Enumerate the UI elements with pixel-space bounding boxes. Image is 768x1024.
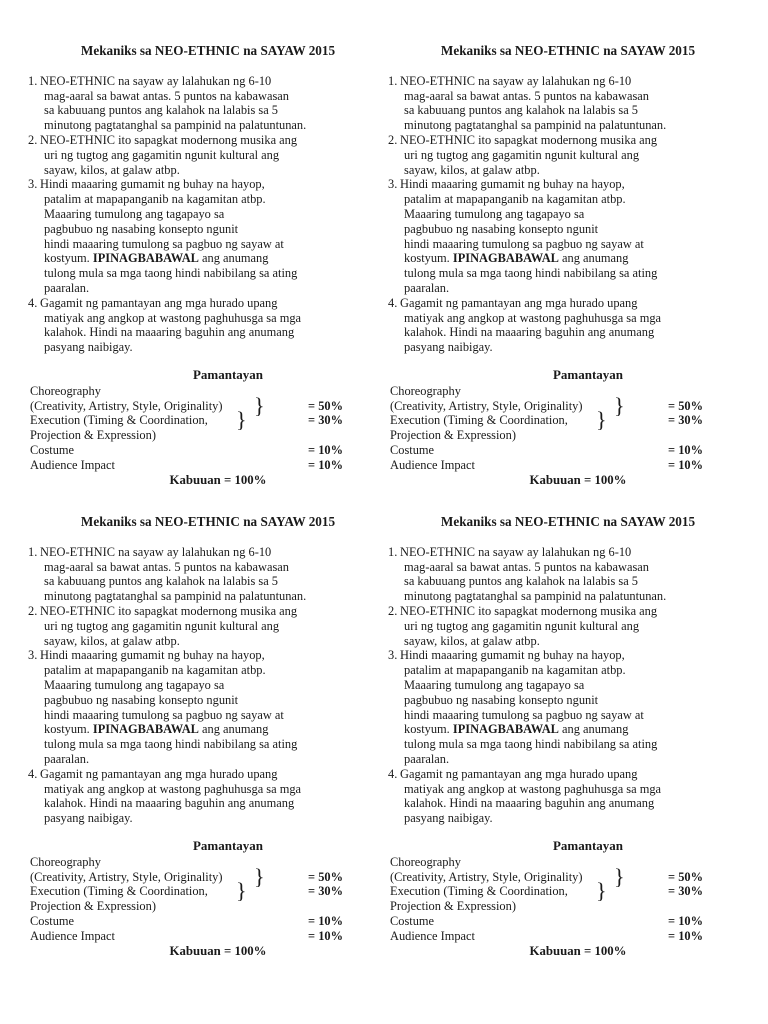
criteria-row — [28, 914, 388, 929]
rule-line: Maaaring tumulong ang tagapayo sa — [44, 677, 225, 692]
criteria-label: Projection & Expression) — [390, 899, 516, 914]
criteria-percent: = 30% — [308, 413, 343, 428]
rule-line — [40, 251, 388, 266]
criteria-label: Projection & Expression) — [30, 428, 156, 443]
rule-line: minutong pagtatanghal sa pampinid na palatuntunan. — [404, 118, 667, 133]
rule-line: matiyak ang angkop at wastong paghuhusga sa mga — [44, 781, 302, 796]
criteria-label: Costume — [30, 442, 75, 457]
rule-line: paaralan. — [404, 280, 450, 295]
criteria-label: Audience Impact — [30, 457, 115, 472]
prohibited-emphasis: IPINAGBABAWAL — [92, 251, 199, 266]
brace-icon: } — [596, 407, 607, 433]
rule-line: tulong mula sa mga taong hindi nabibilang sa ating — [44, 266, 298, 281]
rule-line: Hindi maaaring gumamit ng buhay na hayop, — [400, 177, 625, 192]
criteria-label: (Creativity, Artistry, Style, Originality) — [390, 869, 583, 884]
rule-item — [388, 296, 748, 355]
criteria-percent: = 50% — [308, 869, 343, 884]
rule-line: paaralan. — [44, 280, 90, 295]
criteria-row — [388, 392, 748, 418]
rule-line: pasyang naibigay. — [404, 811, 493, 826]
rule-item — [28, 133, 388, 177]
rule-number: 4. — [28, 295, 38, 310]
criteria-row — [388, 458, 748, 473]
rule-line: NEO-ETHNIC ito sapagkat modernong musika ang — [40, 603, 298, 618]
rule-item — [28, 296, 388, 355]
rule-line-text: ang anumang — [558, 251, 629, 266]
brace-icon: } — [254, 863, 265, 889]
criteria-row — [388, 428, 748, 443]
criteria-label: Choreography — [30, 383, 101, 398]
rule-number: 3. — [28, 648, 38, 663]
rule-line: Gagamit ng pamantayan ang mga hurado upang — [40, 766, 278, 781]
rule-item — [388, 74, 748, 133]
rule-item — [388, 133, 748, 177]
rule-line: Gagamit ng pamantayan ang mga hurado upang — [40, 295, 278, 310]
criteria-row — [28, 458, 388, 473]
rule-line: Maaaring tumulong ang tagapayo sa — [404, 206, 585, 221]
rule-line: matiyak ang angkop at wastong paghuhusga sa mga — [404, 781, 662, 796]
rule-line: NEO-ETHNIC na sayaw ay lalahukan ng 6-10 — [40, 73, 272, 88]
criteria-label: (Creativity, Artistry, Style, Originality) — [390, 398, 583, 413]
criteria-percent: = 10% — [308, 442, 343, 457]
criteria-row — [28, 929, 388, 944]
criteria-row — [388, 863, 748, 889]
rule-line: minutong pagtatanghal sa pampinid na palatuntunan. — [44, 118, 307, 133]
rule-line: tulong mula sa mga taong hindi nabibilang sa ating — [44, 737, 298, 752]
criteria-heading: Pamantayan — [552, 837, 624, 853]
rule-line-text: kostyum. — [44, 251, 93, 266]
criteria-label: Audience Impact — [30, 928, 115, 943]
criteria-row — [388, 443, 748, 458]
rule-line-text: kostyum. — [44, 722, 93, 737]
rule-line: uri ng tugtog ang gagamitin ngunit kultural ang — [44, 147, 280, 162]
rule-line: sayaw, kilos, at galaw atbp. — [404, 633, 540, 648]
rule-number: 1. — [388, 544, 398, 559]
criteria-row — [28, 899, 388, 914]
rule-number: 3. — [388, 177, 398, 192]
criteria-label: (Creativity, Artistry, Style, Originality) — [30, 398, 223, 413]
card-title: Mekaniks sa NEO-ETHNIC na SAYAW 2015 — [440, 43, 696, 58]
rule-line: NEO-ETHNIC ito sapagkat modernong musika ang — [400, 603, 658, 618]
rule-line: NEO-ETHNIC na sayaw ay lalahukan ng 6-10 — [400, 73, 632, 88]
rules-list — [28, 545, 388, 826]
criteria-row — [28, 863, 388, 889]
rule-item — [28, 74, 388, 133]
rule-item — [388, 177, 748, 295]
criteria-row — [28, 392, 388, 418]
criteria-heading: Pamantayan — [192, 837, 264, 853]
rule-line: Hindi maaaring gumamit ng buhay na hayop, — [400, 648, 625, 663]
rule-number: 2. — [388, 603, 398, 618]
rule-number: 4. — [388, 766, 398, 781]
rule-line: sayaw, kilos, at galaw atbp. — [404, 162, 540, 177]
criteria-percent: = 30% — [668, 884, 703, 899]
rule-line: pasyang naibigay. — [404, 340, 493, 355]
rule-number: 1. — [28, 73, 38, 88]
rule-number: 4. — [28, 766, 38, 781]
rule-line-text: ang anumang — [198, 722, 269, 737]
criteria-percent: = 10% — [668, 457, 703, 472]
criteria-percent: = 30% — [308, 884, 343, 899]
criteria-row — [388, 407, 748, 433]
criteria-label: Costume — [390, 442, 435, 457]
rule-line: kalahok. Hindi na maaaring baguhin ang anumang — [44, 796, 295, 811]
rules-list — [388, 545, 748, 826]
mechanics-card — [28, 515, 388, 995]
rule-line: NEO-ETHNIC ito sapagkat modernong musika ang — [40, 132, 298, 147]
criteria-row — [28, 407, 388, 433]
rule-line: matiyak ang angkop at wastong paghuhusga sa mga — [44, 310, 302, 325]
criteria-row — [388, 878, 748, 904]
rule-line — [40, 722, 388, 737]
mechanics-card — [388, 44, 748, 524]
criteria-label: Projection & Expression) — [30, 899, 156, 914]
rule-line: uri ng tugtog ang gagamitin ngunit kultural ang — [404, 147, 640, 162]
criteria-percent: = 10% — [668, 442, 703, 457]
criteria-percent: = 50% — [668, 869, 703, 884]
rule-line: NEO-ETHNIC na sayaw ay lalahukan ng 6-10 — [40, 544, 272, 559]
total-score: Kabuuan = 100% — [169, 943, 267, 958]
criteria-label: Audience Impact — [390, 928, 475, 943]
brace-icon: } — [236, 407, 247, 433]
rule-line: paaralan. — [44, 751, 90, 766]
criteria-heading: Pamantayan — [192, 366, 264, 382]
criteria-row — [28, 855, 388, 870]
prohibited-emphasis: IPINAGBABAWAL — [452, 251, 559, 266]
criteria-label: Choreography — [390, 854, 461, 869]
rule-line: kalahok. Hindi na maaaring baguhin ang anumang — [404, 796, 655, 811]
rule-line: tulong mula sa mga taong hindi nabibilang sa ating — [404, 737, 658, 752]
rule-line: pagbubuo ng nasabing konsepto ngunit — [404, 692, 599, 707]
rule-item — [28, 177, 388, 295]
rule-number: 4. — [388, 295, 398, 310]
rule-line-text: ang anumang — [558, 722, 629, 737]
criteria-label: Costume — [390, 913, 435, 928]
criteria-row — [28, 443, 388, 458]
rule-line: pagbubuo ng nasabing konsepto ngunit — [44, 221, 239, 236]
rule-line: Gagamit ng pamantayan ang mga hurado upang — [400, 766, 638, 781]
criteria-row — [388, 855, 748, 870]
rule-line: pagbubuo ng nasabing konsepto ngunit — [44, 692, 239, 707]
rule-number: 2. — [28, 603, 38, 618]
criteria-percent: = 50% — [308, 398, 343, 413]
rule-line: NEO-ETHNIC na sayaw ay lalahukan ng 6-10 — [400, 544, 632, 559]
rule-item — [388, 648, 748, 766]
rule-line: matiyak ang angkop at wastong paghuhusga sa mga — [404, 310, 662, 325]
rule-item — [28, 545, 388, 604]
card-title: Mekaniks sa NEO-ETHNIC na SAYAW 2015 — [440, 514, 696, 529]
criteria-row — [28, 428, 388, 443]
criteria-percent: = 10% — [668, 928, 703, 943]
card-title: Mekaniks sa NEO-ETHNIC na SAYAW 2015 — [80, 43, 336, 58]
criteria-label: Audience Impact — [390, 457, 475, 472]
mechanics-card — [28, 44, 388, 524]
criteria-label: (Creativity, Artistry, Style, Originality) — [30, 869, 223, 884]
criteria-label: Execution (Timing & Coordination, — [30, 884, 208, 899]
brace-icon: } — [596, 878, 607, 904]
rule-line: sa kabuuang puntos ang kalahok na lalabis sa 5 — [404, 103, 638, 118]
criteria-label: Execution (Timing & Coordination, — [390, 413, 568, 428]
rule-line: uri ng tugtog ang gagamitin ngunit kultural ang — [44, 618, 280, 633]
rule-line: pasyang naibigay. — [44, 340, 133, 355]
rule-item — [28, 767, 388, 826]
criteria-row — [388, 899, 748, 914]
criteria-label: Costume — [30, 913, 75, 928]
rule-line: patalim at mapapanganib na kagamitan atbp. — [44, 663, 266, 678]
rule-line: hindi maaaring tumulong sa pagbuo ng sayaw at — [404, 236, 644, 251]
rule-line: mag-aaral sa bawat antas. 5 puntos na kabawasan — [44, 559, 289, 574]
rule-number: 3. — [388, 648, 398, 663]
criteria-row — [388, 914, 748, 929]
rule-line: Hindi maaaring gumamit ng buhay na hayop, — [40, 648, 265, 663]
card-title: Mekaniks sa NEO-ETHNIC na SAYAW 2015 — [80, 514, 336, 529]
rule-line — [400, 251, 748, 266]
rule-line: mag-aaral sa bawat antas. 5 puntos na kabawasan — [404, 559, 649, 574]
rule-line: sa kabuuang puntos ang kalahok na lalabis sa 5 — [404, 574, 638, 589]
criteria-label: Projection & Expression) — [390, 428, 516, 443]
rule-item — [28, 604, 388, 648]
criteria-label: Execution (Timing & Coordination, — [30, 413, 208, 428]
criteria-row — [388, 384, 748, 399]
rule-line: minutong pagtatanghal sa pampinid na palatuntunan. — [44, 589, 307, 604]
total-score: Kabuuan = 100% — [529, 943, 627, 958]
rule-line: Maaaring tumulong ang tagapayo sa — [404, 677, 585, 692]
total-score: Kabuuan = 100% — [529, 472, 627, 487]
criteria-label: Choreography — [30, 854, 101, 869]
rule-line: minutong pagtatanghal sa pampinid na palatuntunan. — [404, 589, 667, 604]
rule-line: mag-aaral sa bawat antas. 5 puntos na kabawasan — [404, 88, 649, 103]
rule-line: pasyang naibigay. — [44, 811, 133, 826]
rule-number: 1. — [388, 73, 398, 88]
rule-item — [388, 604, 748, 648]
rule-line: sa kabuuang puntos ang kalahok na lalabis sa 5 — [44, 103, 278, 118]
rule-line: kalahok. Hindi na maaaring baguhin ang anumang — [404, 325, 655, 340]
rule-line: sayaw, kilos, at galaw atbp. — [44, 633, 180, 648]
criteria-label: Execution (Timing & Coordination, — [390, 884, 568, 899]
brace-icon: } — [614, 392, 625, 418]
criteria-heading: Pamantayan — [552, 366, 624, 382]
rule-line: tulong mula sa mga taong hindi nabibilang sa ating — [404, 266, 658, 281]
rule-line: hindi maaaring tumulong sa pagbuo ng sayaw at — [44, 236, 284, 251]
prohibited-emphasis: IPINAGBABAWAL — [452, 722, 559, 737]
criteria-row — [388, 929, 748, 944]
criteria-percent: = 10% — [308, 928, 343, 943]
rule-line-text: kostyum. — [404, 722, 453, 737]
criteria-percent: = 30% — [668, 413, 703, 428]
rule-line: kalahok. Hindi na maaaring baguhin ang anumang — [44, 325, 295, 340]
criteria-percent: = 10% — [308, 913, 343, 928]
rule-line: patalim at mapapanganib na kagamitan atbp. — [404, 192, 626, 207]
rule-line: Maaaring tumulong ang tagapayo sa — [44, 206, 225, 221]
rules-list — [388, 74, 748, 355]
criteria-percent: = 10% — [308, 457, 343, 472]
rule-line: uri ng tugtog ang gagamitin ngunit kultural ang — [404, 618, 640, 633]
rule-number: 3. — [28, 177, 38, 192]
mechanics-card — [388, 515, 748, 995]
brace-icon: } — [236, 878, 247, 904]
brace-icon: } — [614, 863, 625, 889]
rule-line: paaralan. — [404, 751, 450, 766]
criteria-percent: = 10% — [668, 913, 703, 928]
rule-line: hindi maaaring tumulong sa pagbuo ng sayaw at — [404, 707, 644, 722]
rule-number: 2. — [28, 132, 38, 147]
criteria-row — [28, 384, 388, 399]
rule-line: mag-aaral sa bawat antas. 5 puntos na kabawasan — [44, 88, 289, 103]
rule-number: 2. — [388, 132, 398, 147]
rule-line: hindi maaaring tumulong sa pagbuo ng sayaw at — [44, 707, 284, 722]
total-score: Kabuuan = 100% — [169, 472, 267, 487]
rule-line: Gagamit ng pamantayan ang mga hurado upang — [400, 295, 638, 310]
criteria-percent: = 50% — [668, 398, 703, 413]
rule-line: sa kabuuang puntos ang kalahok na lalabis sa 5 — [44, 574, 278, 589]
rule-line: pagbubuo ng nasabing konsepto ngunit — [404, 221, 599, 236]
rule-item — [388, 767, 748, 826]
rule-line: sayaw, kilos, at galaw atbp. — [44, 162, 180, 177]
criteria-label: Choreography — [390, 383, 461, 398]
rule-line: patalim at mapapanganib na kagamitan atbp. — [44, 192, 266, 207]
brace-icon: } — [254, 392, 265, 418]
rule-item — [28, 648, 388, 766]
rule-item — [388, 545, 748, 604]
rule-line: Hindi maaaring gumamit ng buhay na hayop, — [40, 177, 265, 192]
rule-line: NEO-ETHNIC ito sapagkat modernong musika ang — [400, 132, 658, 147]
criteria-row — [28, 878, 388, 904]
prohibited-emphasis: IPINAGBABAWAL — [92, 722, 199, 737]
rule-line: patalim at mapapanganib na kagamitan atbp. — [404, 663, 626, 678]
rule-number: 1. — [28, 544, 38, 559]
rule-line — [400, 722, 748, 737]
rules-list — [28, 74, 388, 355]
rule-line-text: ang anumang — [198, 251, 269, 266]
rule-line-text: kostyum. — [404, 251, 453, 266]
